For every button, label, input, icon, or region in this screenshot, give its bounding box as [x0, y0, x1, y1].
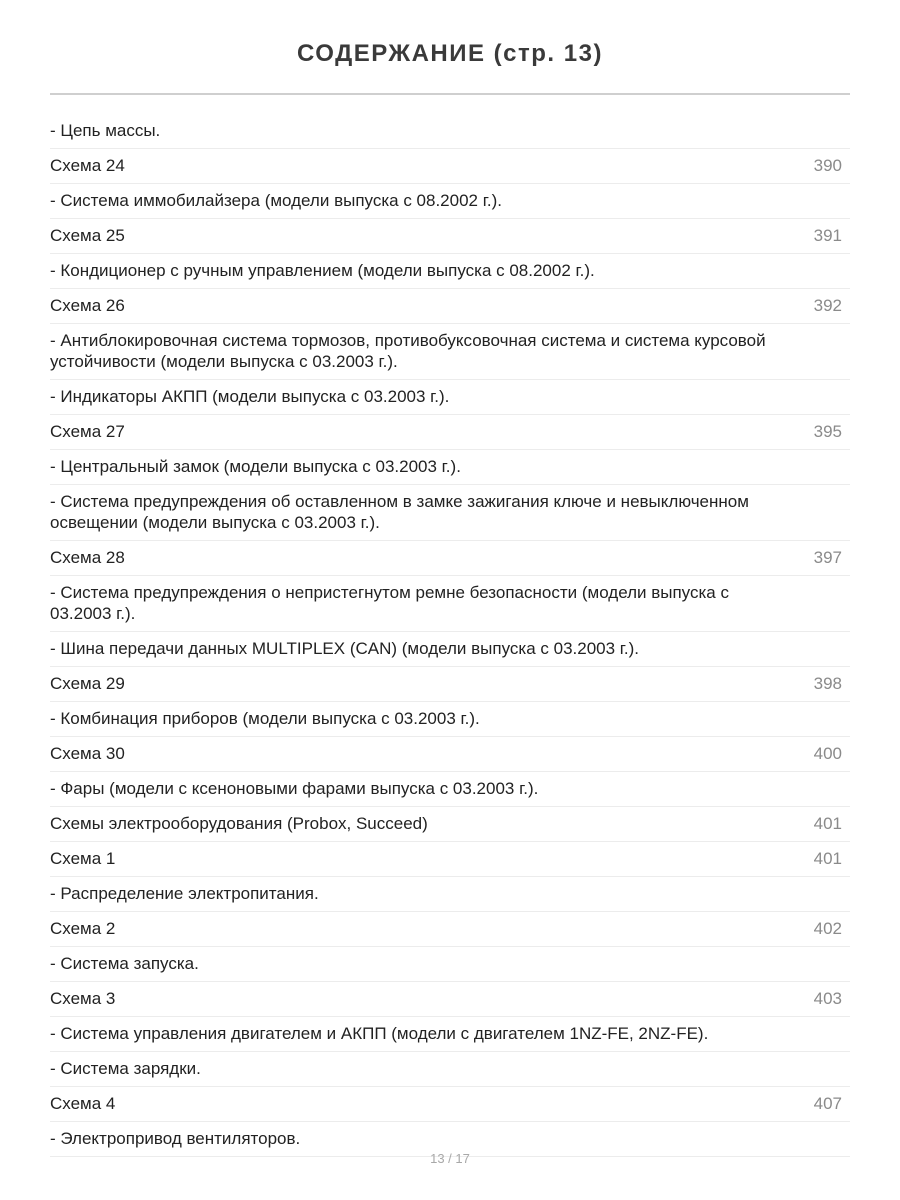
toc-entry[interactable] — [50, 1017, 850, 1052]
table-of-contents — [50, 114, 850, 1157]
toc-entry-page-number: 403 — [813, 989, 842, 1008]
toc-entry-page-number: 400 — [813, 744, 842, 763]
toc-entry-label: Схема 30 — [50, 744, 125, 763]
toc-entry-label: Схема 26 — [50, 296, 125, 315]
toc-entry-label: - Распределение электропитания. — [50, 884, 319, 903]
toc-entry-label: - Цепь массы. — [50, 121, 161, 140]
toc-entry-page-number: 392 — [813, 296, 842, 315]
toc-entry[interactable] — [50, 877, 850, 912]
toc-entry-page-number: 401 — [813, 849, 842, 868]
toc-entry[interactable] — [50, 1087, 850, 1122]
title-divider — [50, 93, 850, 95]
toc-entry-label: - Система иммобилайзера (модели выпуска с 08.2002 г.). — [50, 191, 502, 210]
toc-entry-label: Схема 29 — [50, 674, 125, 693]
toc-entry-label: Схема 28 — [50, 548, 125, 567]
toc-entry[interactable] — [50, 842, 850, 877]
toc-entry[interactable] — [50, 737, 850, 772]
toc-entry-label: Схема 3 — [50, 989, 116, 1008]
toc-entry-label: - Антиблокировочная система тормозов, противобуксовочная система и система курсовой устойчивости (модели выпуска с 03.2003 г.). — [50, 331, 766, 371]
toc-entry[interactable] — [50, 219, 850, 254]
toc-entry-label: - Система зарядки. — [50, 1059, 201, 1078]
toc-entry[interactable] — [50, 114, 850, 149]
toc-entry-label: - Шина передачи данных MULTIPLEX (CAN) (модели выпуска с 03.2003 г.). — [50, 639, 640, 658]
toc-entry[interactable] — [50, 772, 850, 807]
toc-entry-label: - Система управления двигателем и АКПП (модели с двигателем 1NZ-FE, 2NZ-FE). — [50, 1024, 709, 1043]
toc-entry-page-number: 390 — [813, 156, 842, 175]
toc-entry[interactable] — [50, 149, 850, 184]
toc-entry-label: Схемы электрооборудования (Probox, Succeed) — [50, 814, 428, 833]
toc-entry-label: Схема 24 — [50, 156, 125, 175]
toc-entry-page-number: 401 — [813, 814, 842, 833]
toc-entry[interactable] — [50, 254, 850, 289]
toc-entry[interactable] — [50, 289, 850, 324]
toc-entry[interactable] — [50, 324, 850, 380]
toc-entry-label: - Индикаторы АКПП (модели выпуска с 03.2003 г.). — [50, 387, 450, 406]
page-title: СОДЕРЖАНИЕ (стр. 13) — [297, 40, 603, 67]
toc-entry-label: Схема 2 — [50, 919, 116, 938]
toc-entry-page-number: 397 — [813, 548, 842, 567]
toc-entry[interactable] — [50, 982, 850, 1017]
toc-entry[interactable] — [50, 1052, 850, 1087]
toc-entry-label: - Кондиционер с ручным управлением (модели выпуска с 08.2002 г.). — [50, 261, 595, 280]
toc-entry-page-number: 402 — [813, 919, 842, 938]
page-indicator: 13 / 17 — [430, 1151, 470, 1166]
toc-entry-page-number: 391 — [813, 226, 842, 245]
toc-entry-page-number: 398 — [813, 674, 842, 693]
toc-entry-label: - Фары (модели с ксеноновыми фарами выпуска с 03.2003 г.). — [50, 779, 539, 798]
toc-entry-label: - Центральный замок (модели выпуска с 03.2003 г.). — [50, 457, 461, 476]
toc-entry-label: - Система предупреждения о непристегнутом ремне безопасности (модели выпуска с 03.2003 г.). — [50, 583, 729, 623]
toc-entry[interactable] — [50, 702, 850, 737]
toc-entry[interactable] — [50, 667, 850, 702]
toc-entry[interactable] — [50, 415, 850, 450]
toc-entry[interactable] — [50, 912, 850, 947]
toc-entry-label: Схема 4 — [50, 1094, 116, 1113]
toc-entry-label: - Комбинация приборов (модели выпуска с 03.2003 г.). — [50, 709, 480, 728]
toc-entry-label: Схема 25 — [50, 226, 125, 245]
toc-entry[interactable] — [50, 450, 850, 485]
toc-entry-label: Схема 27 — [50, 422, 125, 441]
toc-entry[interactable] — [50, 947, 850, 982]
toc-entry-label: - Система запуска. — [50, 954, 199, 973]
toc-entry-label: - Электропривод вентиляторов. — [50, 1129, 301, 1148]
toc-entry-page-number: 395 — [813, 422, 842, 441]
toc-entry[interactable] — [50, 541, 850, 576]
toc-entry-label: - Система предупреждения об оставленном в замке зажигания ключе и невыключенном освещении (модели выпуска с 03.2003 г.). — [50, 492, 749, 532]
toc-entry-label: Схема 1 — [50, 849, 116, 868]
toc-entry[interactable] — [50, 485, 850, 541]
toc-entry[interactable] — [50, 807, 850, 842]
toc-entry-page-number: 407 — [813, 1094, 842, 1113]
toc-entry[interactable] — [50, 380, 850, 415]
toc-entry[interactable] — [50, 576, 850, 632]
toc-entry[interactable] — [50, 184, 850, 219]
toc-entry[interactable] — [50, 632, 850, 667]
